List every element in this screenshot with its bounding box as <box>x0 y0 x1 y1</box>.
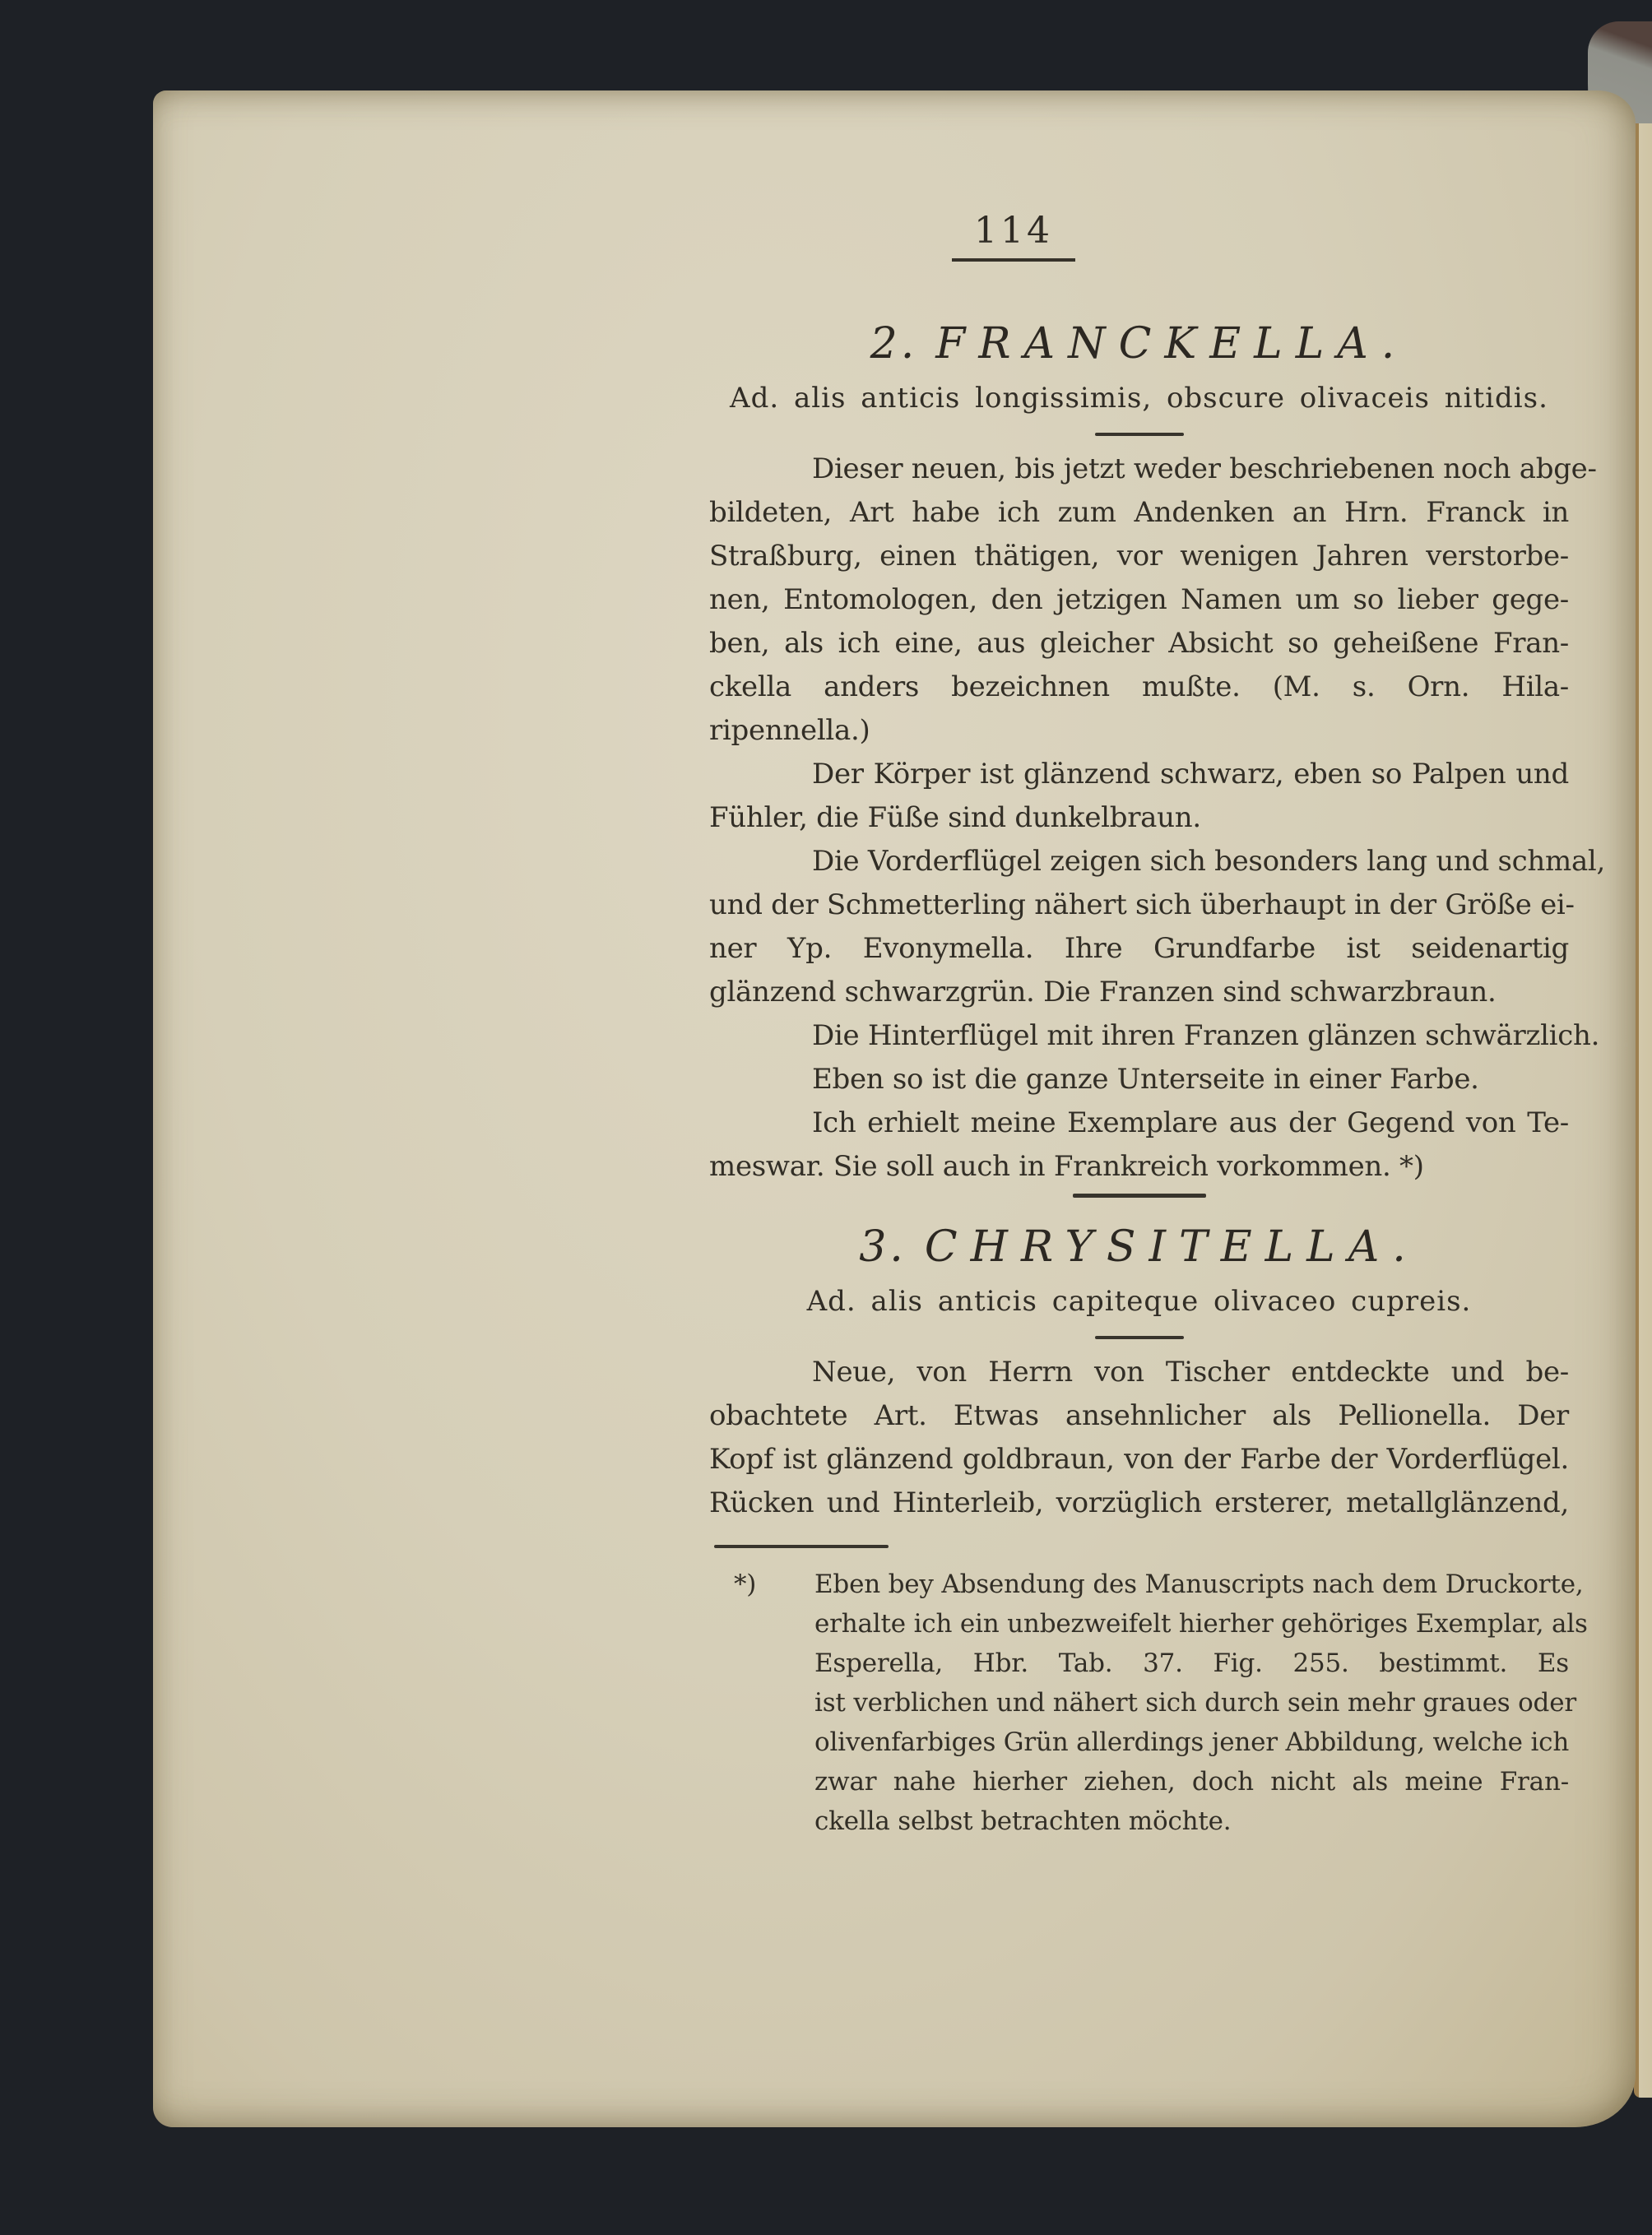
text-line: Kopf ist glänzend goldbraun, von der Farbe der Vorderflügel. <box>709 1443 1569 1476</box>
footnote-marker: *) <box>734 1570 757 1599</box>
text-line: Die Vorderflügel zeigen sich besonders lang und schmal, <box>812 845 1606 878</box>
section-rule <box>1095 433 1184 436</box>
latin-diagnosis: Ad. alis anticis capiteque olivaceo cupreis. <box>806 1285 1472 1318</box>
body-paragraph <box>709 447 1597 753</box>
footnote <box>709 1565 1588 1841</box>
text-line: meswar. Sie soll auch in Frankreich vorkommen. *) <box>709 1150 1424 1183</box>
text-line: Der Körper ist glänzend schwarz, eben so Palpen und <box>812 758 1569 791</box>
text-line: Rücken und Hinterleib, vorzüglich ersterer, metallglänzend, <box>709 1486 1569 1519</box>
text-line: zwar nahe hierher ziehen, doch nicht als meine Fran- <box>814 1767 1569 1797</box>
section-number: 2. <box>870 319 918 369</box>
text-line: erhalte ich ein unbezweifelt hierher gehöriges Exemplar, als <box>814 1609 1588 1639</box>
book-fore-edge <box>1634 123 1652 2098</box>
text-line: und der Schmetterling nähert sich überhaupt in der Größe ei- <box>709 888 1575 921</box>
text-line: Fühler, die Füße sind dunkelbraun. <box>709 801 1201 834</box>
text-line: bildeten, Art habe ich zum Andenken an Hrn. Franck in <box>709 496 1569 529</box>
section-title: FRANCKELLA. <box>935 319 1408 369</box>
page-number-rule <box>952 210 1075 262</box>
text-line: ripennella.) <box>709 714 870 747</box>
text-column <box>709 90 1606 1841</box>
section-body <box>709 447 1606 1189</box>
text-line: Die Hinterflügel mit ihren Franzen glänzen schwärzlich. <box>812 1019 1600 1052</box>
text-line: Straßburg, einen thätigen, vor wenigen Jahren verstorbe- <box>709 540 1569 573</box>
section-heading <box>709 1222 1569 1272</box>
species-section-franckella <box>709 319 1606 1189</box>
scanned-book-page <box>153 90 1636 2127</box>
text-line: obachtete Art. Etwas ansehnlicher als Pellionella. Der <box>709 1399 1569 1432</box>
body-paragraph <box>709 753 1569 840</box>
text-line: Ich erhielt meine Exemplare aus der Gegend von Te- <box>812 1106 1569 1139</box>
section-number: 3. <box>859 1222 907 1272</box>
body-paragraph <box>709 840 1606 1014</box>
footnote-text <box>814 1565 1588 1841</box>
text-line: ben, als ich eine, aus gleicher Absicht so geheißene Fran- <box>709 627 1569 660</box>
body-paragraph <box>709 1101 1569 1189</box>
section-title: CHRYSITELLA. <box>924 1222 1419 1272</box>
body-paragraph <box>709 1058 1569 1101</box>
text-line: Dieser neuen, bis jetzt weder beschriebenen noch abge- <box>812 452 1597 485</box>
footnote-separator-rule <box>714 1545 889 1548</box>
text-line: ckella selbst betrachten möchte. <box>814 1806 1232 1836</box>
section-divider-rule <box>1073 1194 1206 1198</box>
text-line: Neue, von Herrn von Tischer entdeckte und be- <box>812 1356 1569 1389</box>
body-paragraph <box>709 1014 1600 1058</box>
text-line: ner Yp. Evonymella. Ihre Grundfarbe ist seidenartig <box>709 932 1569 965</box>
text-line: olivenfarbiges Grün allerdings jener Abbildung, welche ich <box>814 1727 1570 1757</box>
text-line: ckella anders bezeichnen mußte. (M. s. Orn. Hila- <box>709 670 1569 703</box>
species-section-chrysitella <box>709 1222 1569 1525</box>
section-body <box>709 1351 1569 1525</box>
text-line: glänzend schwarzgrün. Die Franzen sind schwarzbraun. <box>709 976 1497 1009</box>
text-line: ist verblichen und nähert sich durch sein mehr graues oder <box>814 1688 1576 1718</box>
text-line: Eben so ist die ganze Unterseite in einer Farbe. <box>812 1063 1479 1096</box>
section-rule <box>1095 1336 1184 1339</box>
body-paragraph <box>709 1351 1569 1525</box>
page-number: 114 <box>974 210 1053 252</box>
text-line: Eben bey Absendung des Manuscripts nach dem Druckorte, <box>814 1570 1584 1599</box>
text-line: Esperella, Hbr. Tab. 37. Fig. 255. bestimmt. Es <box>814 1648 1569 1678</box>
section-heading <box>709 319 1569 369</box>
text-line: nen, Entomologen, den jetzigen Namen um so lieber gege- <box>709 583 1569 616</box>
latin-diagnosis: Ad. alis anticis longissimis, obscure olivaceis nitidis. <box>730 382 1548 415</box>
